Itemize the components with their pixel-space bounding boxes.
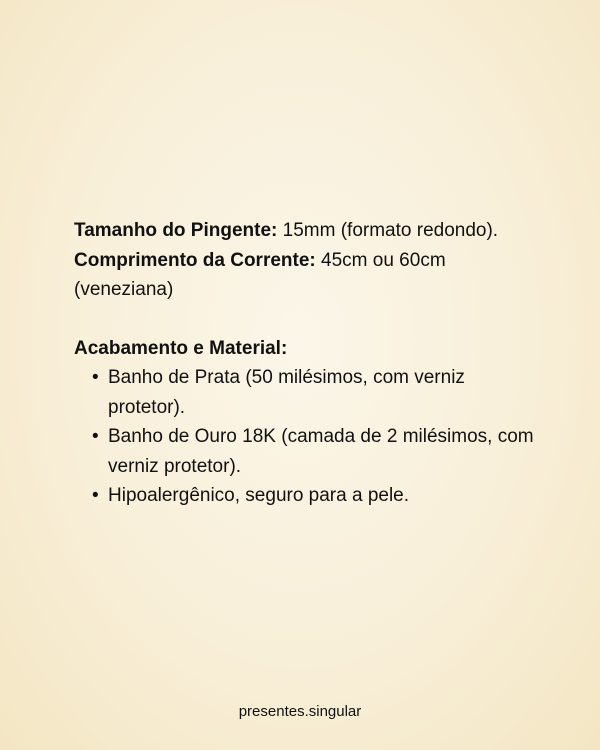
- list-item: • Banho de Prata (50 milésimos, com verniz protetor).: [108, 363, 544, 422]
- finish-title: Acabamento e Material:: [74, 337, 288, 359]
- pendant-size-value: 15mm (formato redondo).: [277, 220, 499, 241]
- section-spacer: [74, 305, 544, 334]
- chain-length-line: [74, 246, 544, 305]
- pendant-size-label: Tamanho do Pingente:: [74, 220, 278, 241]
- chain-length-label: Comprimento da Corrente:: [74, 249, 316, 271]
- finish-list: [74, 363, 544, 511]
- chain-length-value: 45cm ou 60cm (veneziana): [74, 249, 446, 300]
- product-details: [74, 216, 544, 511]
- list-item: • Banho de Ouro 18K (camada de 2 milésimos, com verniz protetor).: [108, 422, 544, 481]
- list-item: • Hipoalergênico, seguro para a pele.: [108, 481, 544, 511]
- brand-handle: presentes.singular: [238, 703, 362, 720]
- pendant-size-line: [74, 216, 544, 246]
